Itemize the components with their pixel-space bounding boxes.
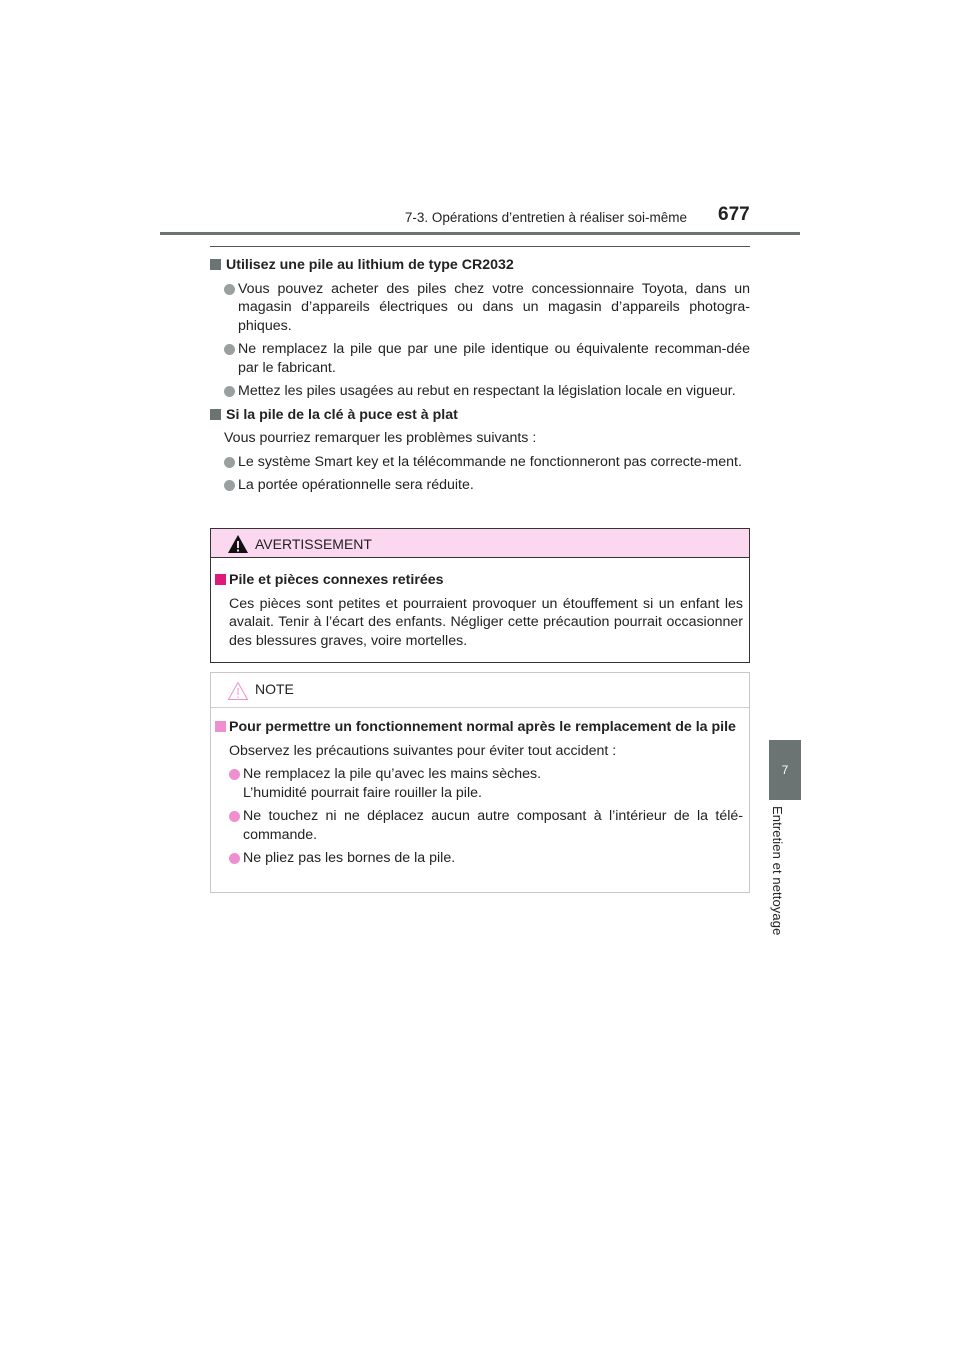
- main-content: [210, 256, 750, 500]
- note-header: [211, 673, 749, 708]
- section-heading: Utilisez une pile au lithium de type CR2032: [210, 256, 750, 275]
- list-item: Ne remplacez la pile que par une pile identique ou équivalente recomman-dée par le fabricant.: [210, 340, 750, 377]
- note-intro: Observez les précautions suivantes pour éviter tout accident :: [229, 742, 617, 759]
- section-title: 7-3. Opérations d’entretien à réaliser soi-même: [404, 210, 687, 225]
- content-rule: [210, 246, 750, 247]
- warning-text: Ces pièces sont petites et pourraient provoquer un étouffement si un enfant les avalait. Tenir à l’écart des enfants. Négliger cette précaution pourrait occasionner des blessures graves, voire mortelles.: [229, 595, 743, 649]
- warning-heading: Pile et pièces connexes retirées: [215, 571, 743, 590]
- circle-bullet-icon: [224, 480, 235, 491]
- circle-bullet-icon: [224, 386, 235, 397]
- header-rule: [160, 232, 800, 235]
- circle-bullet-icon: [229, 769, 240, 780]
- warning-box: [210, 528, 750, 663]
- warning-triangle-icon: [227, 534, 249, 554]
- caution-triangle-icon: [227, 681, 249, 701]
- note-box: [210, 672, 750, 893]
- square-bullet-icon: [210, 259, 221, 270]
- list-item: Ne pliez pas les bornes de la pile.: [215, 849, 743, 868]
- list-item: Vous pouvez acheter des piles chez votre concessionnaire Toyota, dans un magasin d’appareils électriques ou dans un magasin d’appareils photogra-phiques.: [210, 280, 750, 336]
- warning-body: [211, 558, 749, 650]
- chapter-tab-label: Entretien et nettoyage: [770, 806, 785, 936]
- circle-bullet-icon: [229, 853, 240, 864]
- note-heading: Pour permettre un fonctionnement normal après le remplacement de la pile: [215, 718, 743, 737]
- chapter-tab: 7: [769, 740, 801, 800]
- circle-bullet-icon: [229, 811, 240, 822]
- list-item: Ne touchez ni ne déplacez aucun autre composant à l’intérieur de la télé-commande.: [215, 807, 743, 844]
- warning-header: [211, 529, 749, 558]
- note-label: NOTE: [255, 681, 294, 697]
- warning-label: AVERTISSEMENT: [255, 536, 372, 552]
- square-bullet-icon: [215, 574, 226, 585]
- square-bullet-icon: [215, 721, 226, 732]
- note-body: [211, 708, 749, 868]
- section-intro: Vous pourriez remarquer les problèmes suivants :: [224, 430, 537, 446]
- circle-bullet-icon: [224, 284, 235, 295]
- square-bullet-icon: [210, 409, 221, 420]
- list-item: La portée opérationnelle sera réduite.: [210, 476, 750, 495]
- section-heading: Si la pile de la clé à puce est à plat: [210, 406, 750, 425]
- list-item: Mettez les piles usagées au rebut en respectant la législation locale en vigueur.: [210, 382, 750, 401]
- circle-bullet-icon: [224, 457, 235, 468]
- list-item: Le système Smart key et la télécommande ne fonctionneront pas correcte-ment.: [210, 453, 750, 472]
- page-number: 677: [718, 204, 750, 225]
- list-item: Ne remplacez la pile qu’avec les mains sèches. L’humidité pourrait faire rouiller la pile.: [215, 765, 743, 802]
- circle-bullet-icon: [224, 344, 235, 355]
